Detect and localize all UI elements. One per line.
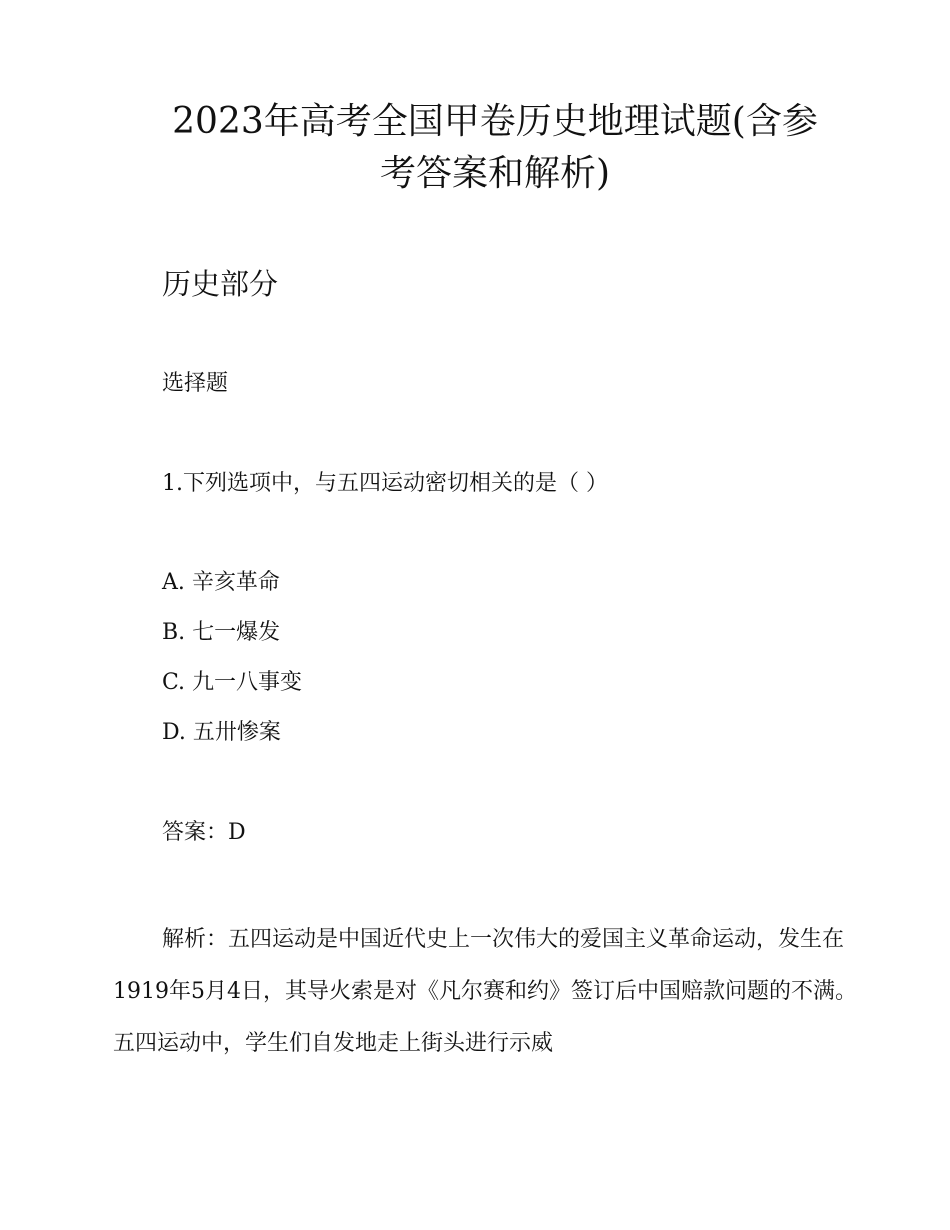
option-d: D. 五卅惨案 [162, 720, 281, 745]
section-heading: 历史部分 [162, 267, 279, 301]
option-b: B. 七一爆发 [162, 620, 281, 645]
answer-text: 答案：D [162, 820, 246, 845]
subsection-heading: 选择题 [162, 371, 229, 396]
option-c: C. 九一八事变 [162, 670, 303, 695]
explanation-paragraph: 解析：五四运动是中国近代史上一次伟大的爱国主义革命运动，发生在1919年5月4日，其导火索是对《凡尔赛和约》签订后中国赔款问题的不满。五四运动中，学生们自发地走上街头进行示威 [113, 927, 857, 1056]
question-text: 1.下列选项中，与五四运动密切相关的是（ ） [162, 471, 608, 496]
option-a: A. 辛亥革命 [162, 570, 280, 595]
title-line-2: 考答案和解析) [379, 153, 611, 194]
document-title [150, 96, 840, 200]
title-line-1: 2023年高考全国甲卷历史地理试题(含参 [172, 101, 818, 142]
